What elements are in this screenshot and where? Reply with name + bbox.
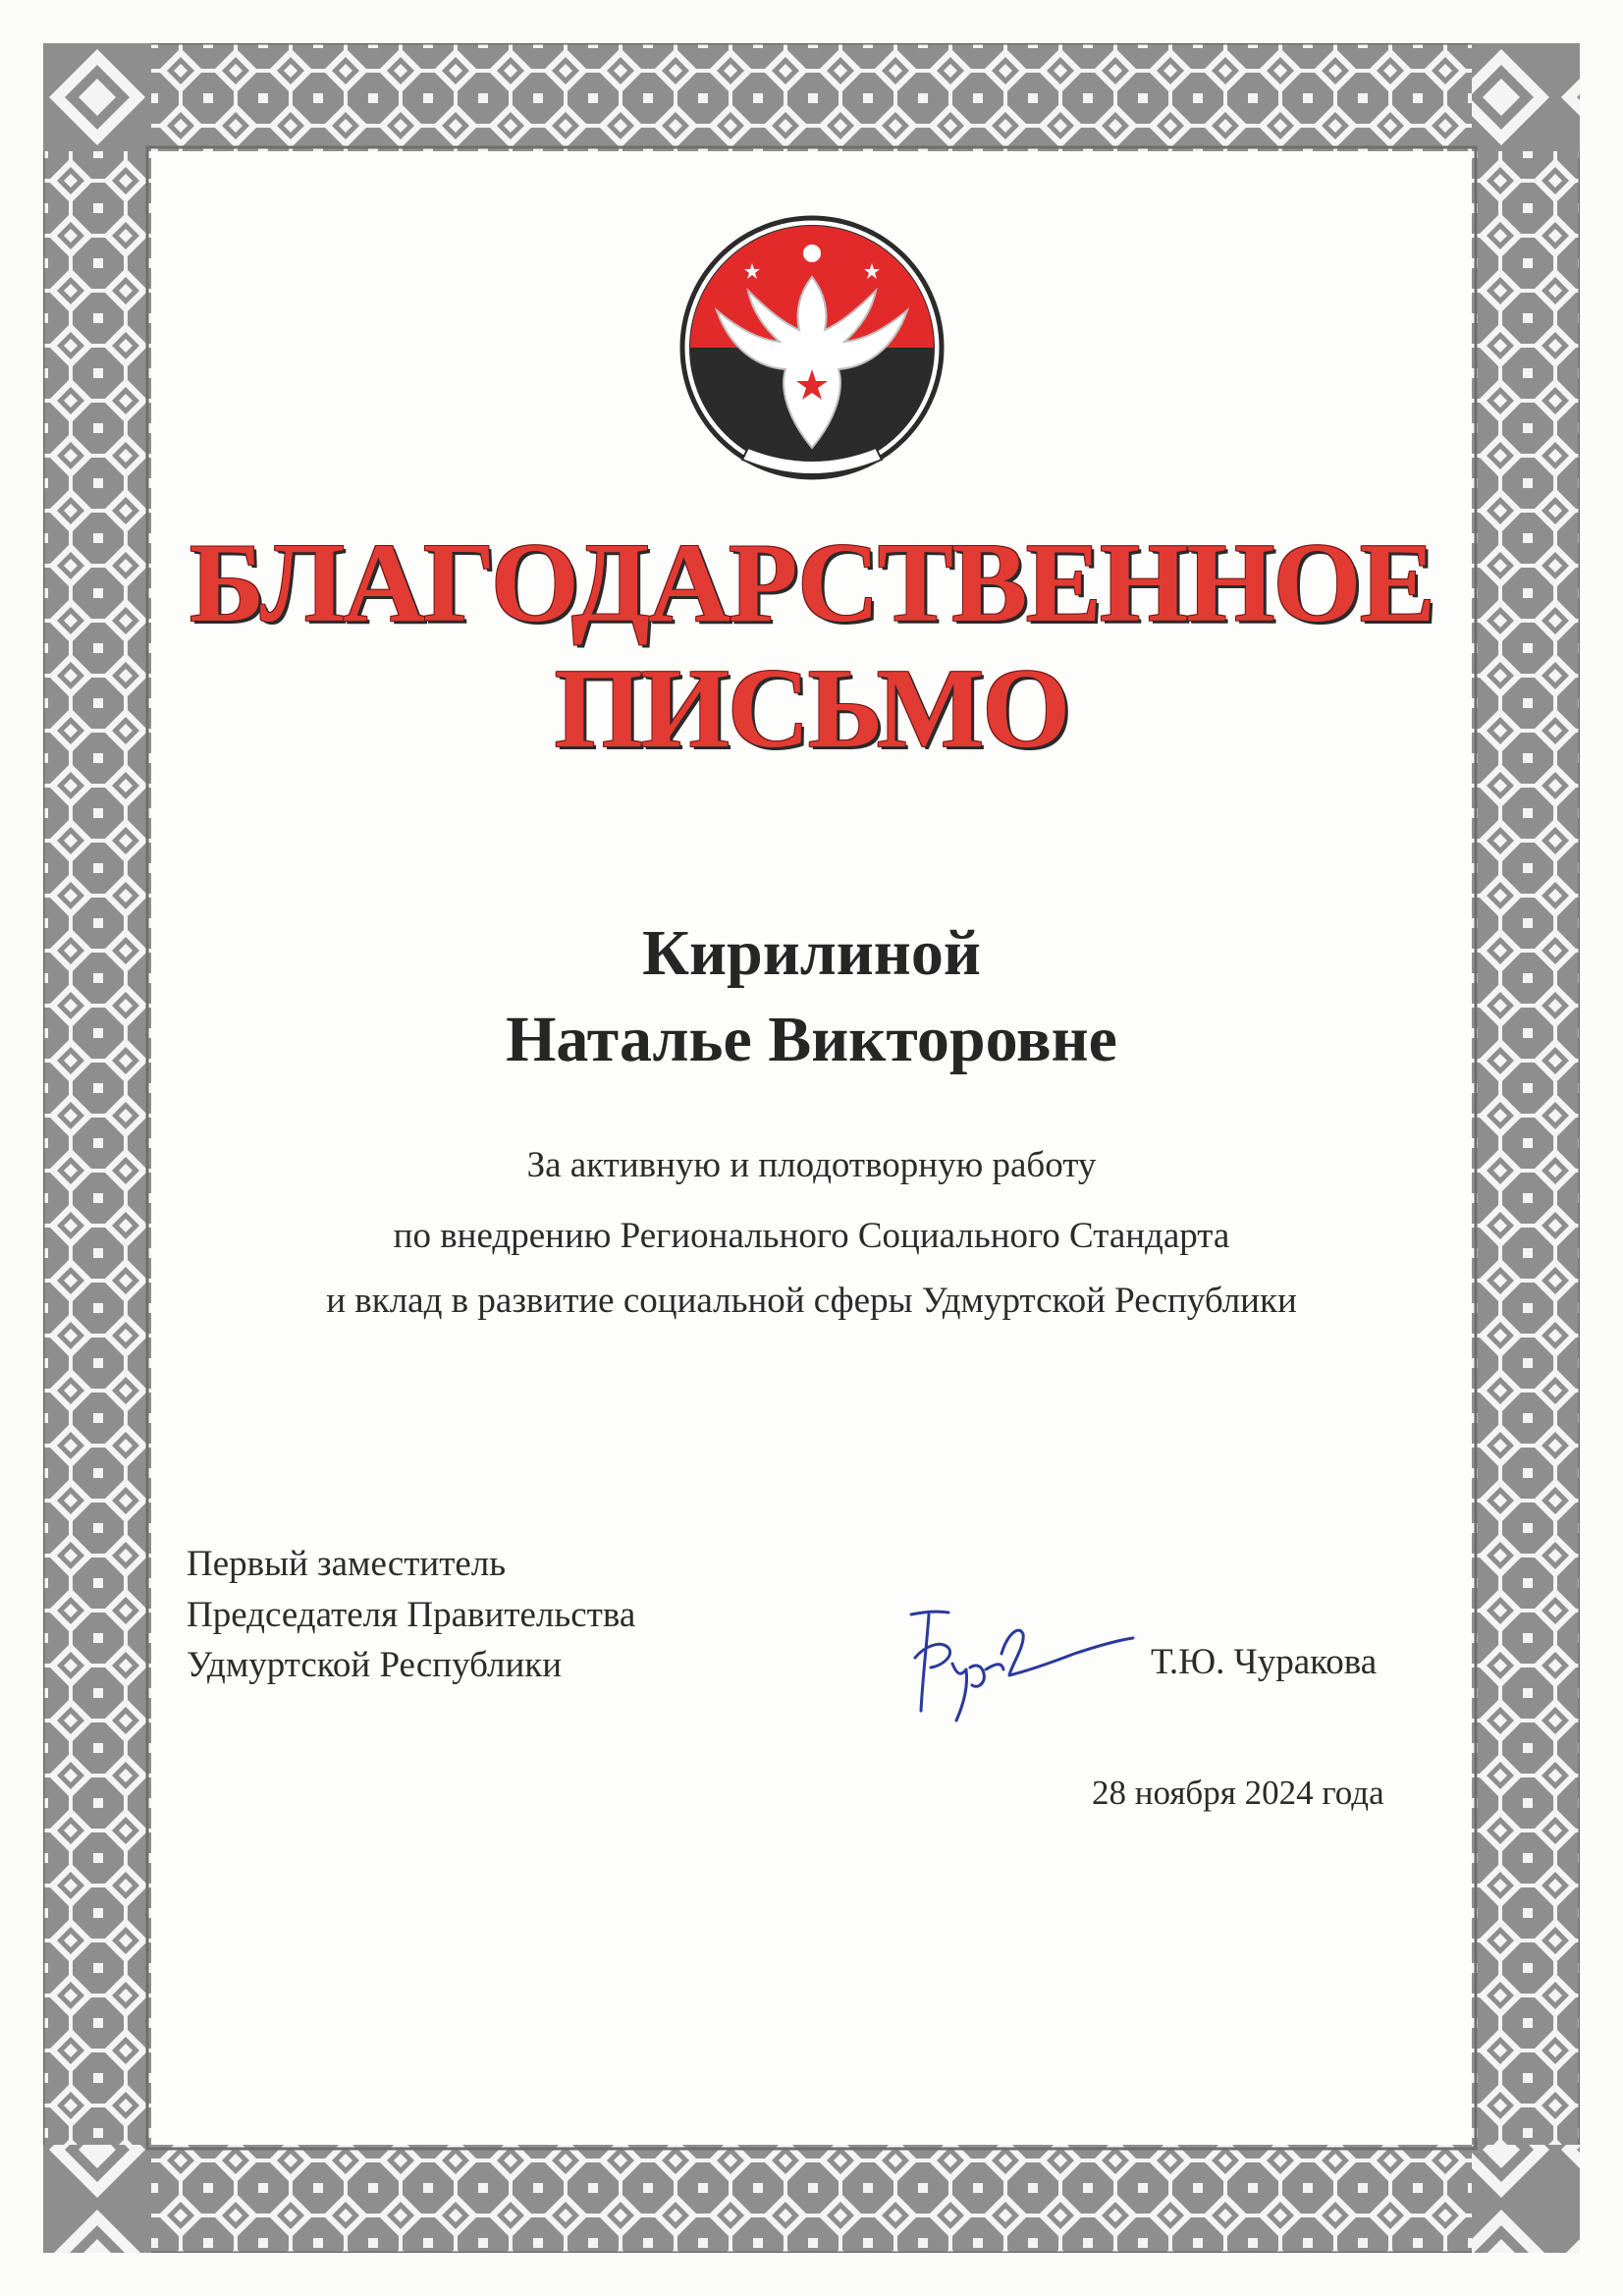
- signer-position-line: Председателя Правительства: [187, 1595, 636, 1635]
- recipient-surname: Кирилиной: [642, 917, 981, 989]
- letter-date: 28 ноября 2024 года: [1092, 1774, 1384, 1812]
- reason-line: За активную и плодотворную работу: [526, 1145, 1097, 1185]
- signer-name: Т.Ю. Чуракова: [1151, 1642, 1378, 1682]
- signer-position-line: Первый заместитель: [187, 1544, 507, 1584]
- document-title-line-2: ПИСЬМО: [554, 646, 1069, 772]
- reason-line: по внедрению Регионального Социального Стандарта: [393, 1216, 1230, 1256]
- reason-line: и вклад в развитие социальной сферы Удмуртской Республики: [326, 1281, 1297, 1321]
- signer-position-line: Удмуртской Республики: [187, 1645, 563, 1685]
- recipient-name-patronymic: Наталье Викторовне: [506, 1004, 1117, 1075]
- udmurt-coat-of-arms-icon: [670, 202, 954, 487]
- handwritten-signature-icon: [892, 1595, 1137, 1732]
- document-title-line-1: БЛАГОДАРСТВЕННОЕ: [189, 520, 1434, 646]
